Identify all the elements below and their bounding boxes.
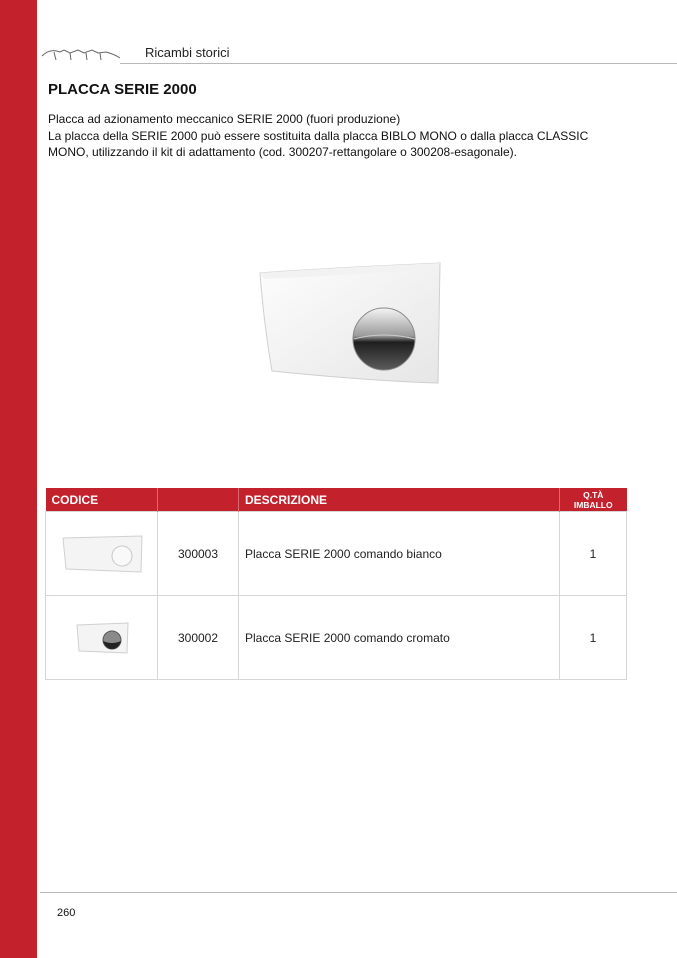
column-header-code — [158, 488, 239, 512]
table-row — [46, 596, 627, 680]
page-title: PLACCA SERIE 2000 — [48, 81, 197, 98]
product-description-cell: Placca SERIE 2000 comando cromato — [239, 596, 560, 680]
product-code: 300002 — [158, 596, 239, 680]
qty-header-line2: IMBALLO — [573, 499, 613, 510]
chrome-plate-thumbnail — [74, 621, 130, 655]
product-thumbnail — [46, 512, 158, 596]
column-header-descrizione: DESCRIZIONE — [239, 488, 560, 512]
product-code: 300003 — [158, 512, 239, 596]
footer-rule — [40, 892, 677, 893]
table-header-row — [46, 488, 627, 512]
side-color-band — [0, 0, 37, 958]
description-line: Placca ad azionamento meccanico SERIE 2000 (fuori produzione) — [48, 112, 401, 126]
product-thumbnail — [46, 596, 158, 680]
section-title: Ricambi storici — [145, 45, 230, 60]
product-description — [48, 111, 638, 161]
description-line: La placca della SERIE 2000 può essere sostituita dalla placca BIBLO MONO o dalla placca CLASSIC — [48, 128, 589, 143]
white-plate-thumbnail — [60, 534, 144, 574]
product-qty: 1 — [560, 596, 627, 680]
header-rule — [120, 63, 677, 64]
description-line: MONO, utilizzando il kit di adattamento (cod. 300207-rettangolare o 300208-esagonale). — [48, 145, 517, 159]
product-qty: 1 — [560, 512, 627, 596]
page-number: 260 — [57, 907, 76, 919]
product-description-cell: Placca SERIE 2000 comando bianco — [239, 512, 560, 596]
parts-table — [45, 488, 627, 680]
column-header-codice: CODICE — [46, 488, 158, 512]
product-photo — [250, 255, 450, 395]
qty-header-line1: Q.TÀ — [583, 489, 604, 500]
header-ornament-icon — [40, 44, 120, 66]
column-header-qty — [560, 488, 627, 512]
table-row — [46, 512, 627, 596]
